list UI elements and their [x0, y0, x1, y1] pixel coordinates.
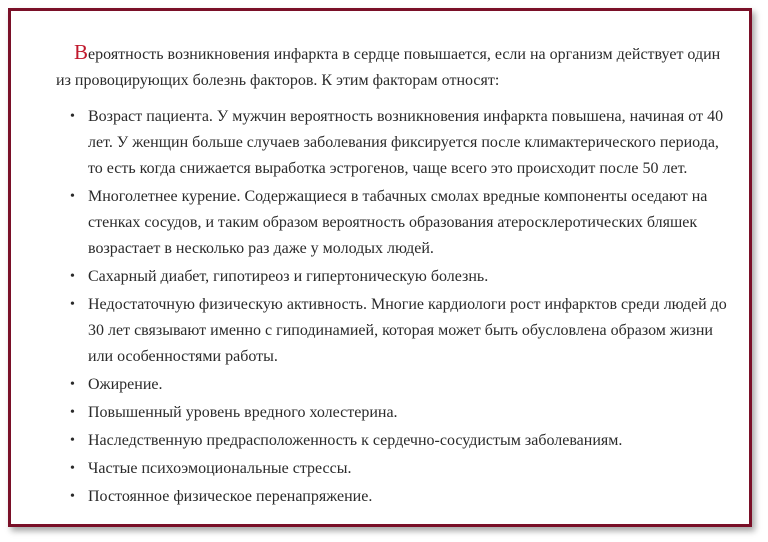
list-item-text: Недостаточную физическую активность. Многие кардиологи рост инфарктов среди людей до 30 лет связывают именно с гиподинамией, которая может быть обусловлена образом жизни или особенностями работы. — [88, 296, 727, 365]
list-item — [70, 292, 736, 370]
bullet-icon: • — [70, 189, 75, 204]
intro-text: ероятность возникновения инфаркта в сердце повышается, если на организм действует один из провоцирующих болезнь факторов. К этим факторам относят: — [56, 46, 721, 89]
list-item-text: Повышенный уровень вредного холестерина. — [88, 404, 398, 421]
bullet-icon: • — [70, 297, 75, 312]
list-item — [70, 456, 736, 482]
risk-factors-list — [56, 104, 736, 510]
bullet-icon: • — [70, 433, 75, 448]
list-item-text: Наследственную предрасположенность к сердечно-сосудистым заболеваниям. — [88, 432, 623, 449]
list-item — [70, 400, 736, 426]
list-item — [70, 484, 736, 510]
list-item-text: Сахарный диабет, гипотиреоз и гипертоническую болезнь. — [88, 268, 489, 285]
bullet-icon: • — [70, 269, 75, 284]
list-item — [70, 104, 736, 182]
article-frame — [8, 8, 752, 527]
list-item-text: Возраст пациента. У мужчин вероятность возникновения инфаркта повышена, начиная от 40 лет. У женщин больше случаев заболевания фиксируется после климактерического периода, то есть когда снижается выработка эстрогенов, чаще всего это происходит после 50 лет. — [88, 108, 724, 177]
article-content — [56, 39, 736, 512]
bullet-icon: • — [70, 461, 75, 476]
bullet-icon: • — [70, 489, 75, 504]
list-item — [70, 428, 736, 454]
list-item-text: Ожирение. — [88, 376, 163, 393]
list-item — [70, 184, 736, 262]
bullet-icon: • — [70, 109, 75, 124]
list-item-text: Многолетнее курение. Содержащиеся в табачных смолах вредные компоненты оседают на стенках сосудов, и таким образом вероятность образования атеросклеротических бляшек возрастает в несколько раз даже у молодых людей. — [88, 188, 708, 257]
intro-paragraph — [56, 39, 736, 94]
list-item — [70, 372, 736, 398]
drop-cap-letter: В — [74, 40, 89, 64]
list-item-text: Постоянное физическое перенапряжение. — [88, 488, 373, 505]
bullet-icon: • — [70, 377, 75, 392]
list-item-text: Частые психоэмоциональные стрессы. — [88, 460, 352, 477]
list-item — [70, 264, 736, 290]
bullet-icon: • — [70, 405, 75, 420]
